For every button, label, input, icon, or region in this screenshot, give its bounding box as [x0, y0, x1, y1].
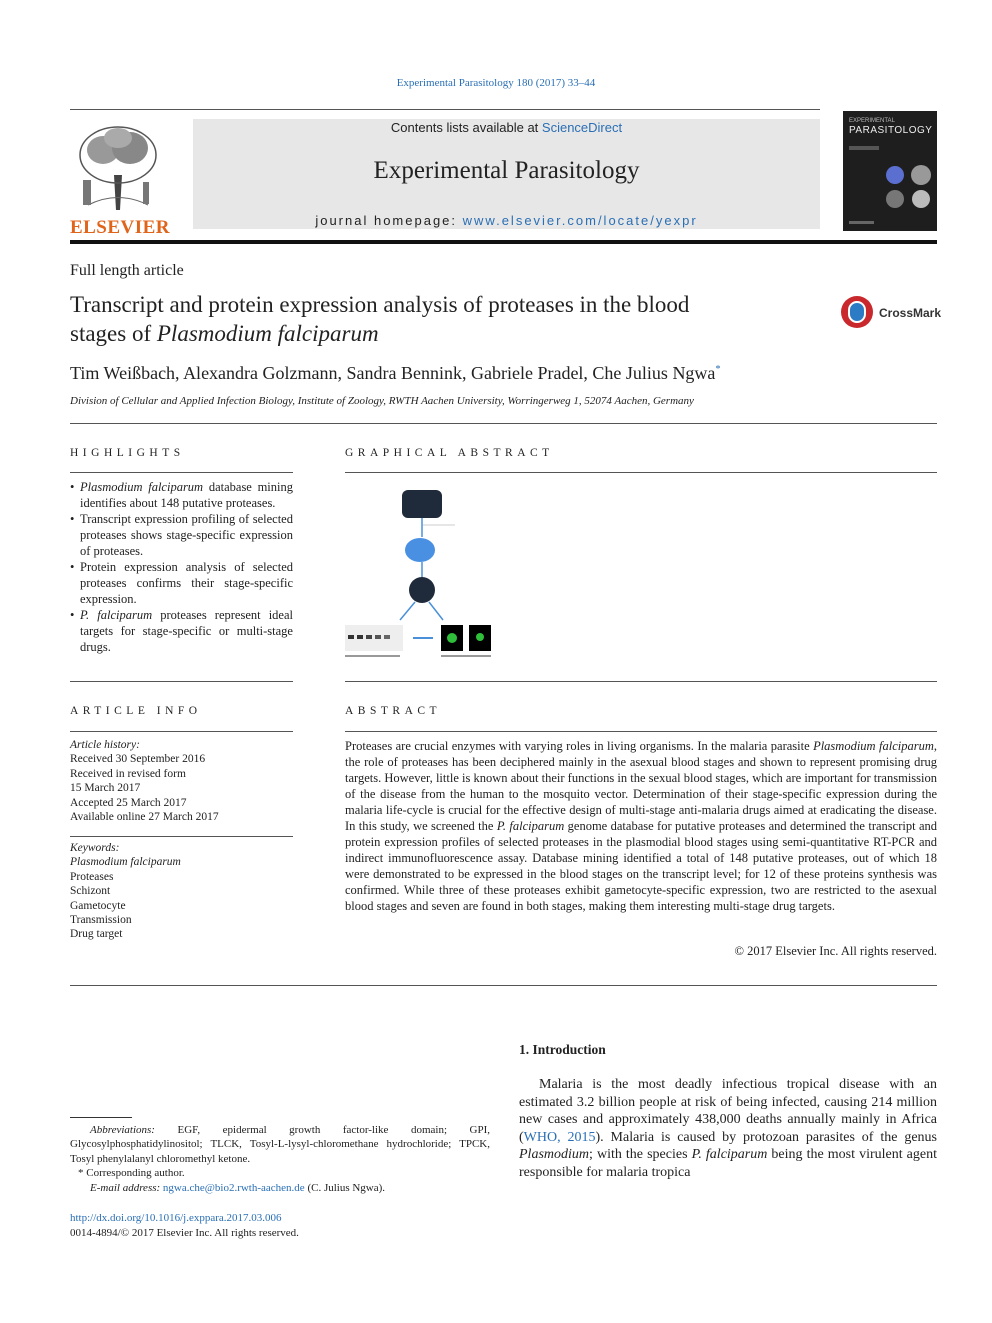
- highlights-bottom-rule: [70, 681, 293, 682]
- front-matter-bottom-rule: [70, 985, 937, 986]
- history-label: Article history:: [70, 739, 140, 751]
- abstract-text: Proteases are crucial enzymes with varying roles in living organisms. In the malaria parasite Plasmodium falciparum, the role of proteases has been deciphered mainly in the asexual blood stages and shown to represent promising drug targets. However, little is known about their functions in the sexual blood stages, which are important for transmission of the disease from the human to the mosquito vector. Determination of their stage-specific expression during the malaria life-cycle is crucial for the effective design of multi-stage anti-malaria drugs aimed at eradicating the disease. In this study, we screened the P. falciparum genome database for putative proteases and determined the transcript and protein expression profiles of selected proteases in the plasmodial blood stages using semi-quantitative RT-PCR and indirect immunofluorescence assay. Database mining identified a total of 148 putative proteases, out of which 18 were demonstrated to be expressed in the blood stages on the transcript level; for 12 of these proteins synthesis was confirmed. While three of these proteases exhibit gametocyte-specific expression, two are restricted to the asexual blood stages and seven are found in both stages, making them interesting multi-stage drug targets.: [345, 739, 937, 913]
- author-list: [70, 363, 720, 384]
- crossmark-icon: [841, 296, 873, 328]
- highlights-heading: HIGHLIGHTS: [70, 447, 185, 459]
- highlight-item: • P. falciparum proteases represent ideal targets for stage-specific or multi-stage drugs.: [70, 607, 293, 655]
- cover-small-title: EXPERIMENTAL: [849, 118, 895, 124]
- doi-link[interactable]: http://dx.doi.org/10.1016/j.exppara.2017.03.006: [70, 1212, 282, 1224]
- footnote-rule: [70, 1117, 132, 1118]
- corresponding-author-mark[interactable]: *: [715, 364, 721, 375]
- introduction-text: Malaria is the most deadly infectious tropical disease with an estimated 3.2 billion people at risk of being infected, causing 214 million new cases and approximately 438,000 deaths annually mainly in Africa (WHO, 2015). Malaria is caused by protozoan parasites of the genus Plasmodium; with the species P. falciparum being the most virulent agent responsible for malaria tropica: [519, 1077, 938, 1180]
- abbreviations-note: Abbreviations: EGF, epidermal growth factor-like domain; GPI, Glycosylphosphatidylinositol; TLCK, Tosyl-L-lysyl-chloromethane hydrochloride; TPCK, Tosyl phenylalanyl chloromethyl ketone.: [70, 1124, 490, 1165]
- sciencedirect-link[interactable]: ScienceDirect: [541, 120, 623, 135]
- homepage-prefix: journal homepage:: [315, 213, 463, 228]
- article-info-rule: [70, 731, 293, 732]
- keyword: Schizont: [70, 885, 111, 898]
- keywords: [70, 841, 293, 942]
- journal-cover: [843, 111, 937, 231]
- introduction-heading: 1. Introduction: [519, 1042, 606, 1057]
- issn-copyright: 0014-4894/© 2017 Elsevier Inc. All rights reserved.: [70, 1227, 299, 1239]
- elsevier-wordmark: ELSEVIER: [69, 217, 171, 238]
- email-link[interactable]: ngwa.che@bio2.rwth-aachen.de: [162, 1181, 305, 1194]
- graphical-abstract-rule: [345, 472, 937, 473]
- graphical-abstract-figure: [345, 485, 495, 665]
- footnotes: [70, 1123, 490, 1195]
- history-item: Received in revised form: [70, 767, 186, 780]
- highlight-item: • Plasmodium falciparum database mining identifies about 148 putative proteases.: [70, 479, 293, 511]
- keyword: Plasmodium falciparum: [70, 856, 181, 869]
- email-note: E-mail address: ngwa.che@bio2.rwth-aachen.de (C. Julius Ngwa).: [90, 1181, 386, 1194]
- history-item: Available online 27 March 2017: [70, 811, 219, 824]
- keyword: Gametocyte: [70, 899, 126, 912]
- highlights-list: [70, 479, 293, 655]
- keywords-rule: [70, 836, 293, 837]
- history-item: 15 March 2017: [70, 782, 141, 795]
- title-species: Plasmodium falciparum: [156, 321, 379, 346]
- elsevier-tree-icon: [68, 120, 168, 212]
- section-divider: [70, 423, 937, 424]
- abstract-copyright: © 2017 Elsevier Inc. All rights reserved.: [734, 944, 937, 958]
- journal-homepage: [193, 213, 820, 228]
- elsevier-logo: [68, 120, 172, 238]
- crossmark-label: CrossMark: [879, 306, 942, 320]
- abstract-rule: [345, 731, 937, 732]
- contents-line: [193, 120, 820, 135]
- affiliation: Division of Cellular and Applied Infection Biology, Institute of Zoology, RWTH Aachen University, Worringerweg 1, 52074 Aachen, Germany: [70, 395, 694, 407]
- highlight-item: • Transcript expression profiling of selected proteases shows stage-specific expression of proteases.: [70, 511, 293, 559]
- history-item: Accepted 25 March 2017: [70, 796, 187, 809]
- article-info-heading: ARTICLE INFO: [70, 705, 202, 717]
- authors-text: Tim Weißbach, Alexandra Golzmann, Sandra Bennink, Gabriele Pradel, Che Julius Ngwa: [70, 363, 716, 383]
- title-line-1: Transcript and protein expression analysis of proteases in the blood: [70, 292, 690, 317]
- header-divider: [70, 109, 820, 110]
- who-reference-link[interactable]: WHO, 2015: [523, 1129, 596, 1145]
- keyword: Proteases: [70, 870, 114, 883]
- title-line-2: [70, 319, 820, 348]
- graphical-abstract-bottom-rule: [345, 681, 937, 682]
- highlights-rule: [70, 472, 293, 473]
- journal-citation[interactable]: Experimental Parasitology 180 (2017) 33–44: [396, 77, 596, 89]
- keyword: Drug target: [70, 928, 123, 941]
- highlight-item: • Protein expression analysis of selected proteases confirms their stage-specific expression.: [70, 559, 293, 607]
- cover-art-icon: [843, 111, 937, 231]
- contents-prefix: Contents lists available at: [390, 120, 542, 135]
- journal-title: Experimental Parasitology: [373, 157, 640, 184]
- paper-title: [70, 290, 820, 348]
- corresponding-author-note: * Corresponding author.: [78, 1167, 185, 1180]
- abstract-heading: ABSTRACT: [345, 705, 442, 717]
- crossmark-badge[interactable]: [841, 296, 941, 336]
- article-history: [70, 738, 293, 824]
- keyword: Transmission: [70, 914, 132, 927]
- keywords-label: Keywords:: [70, 842, 120, 854]
- history-item: Received 30 September 2016: [70, 753, 206, 766]
- article-type: Full length article: [70, 262, 184, 279]
- title-plain: stages of: [70, 321, 157, 346]
- homepage-link[interactable]: www.elsevier.com/locate/yexpr: [462, 213, 698, 228]
- header-thick-rule: [70, 240, 937, 244]
- cover-title: PARASITOLOGY: [849, 125, 933, 136]
- graphical-abstract-heading: GRAPHICAL ABSTRACT: [345, 447, 554, 459]
